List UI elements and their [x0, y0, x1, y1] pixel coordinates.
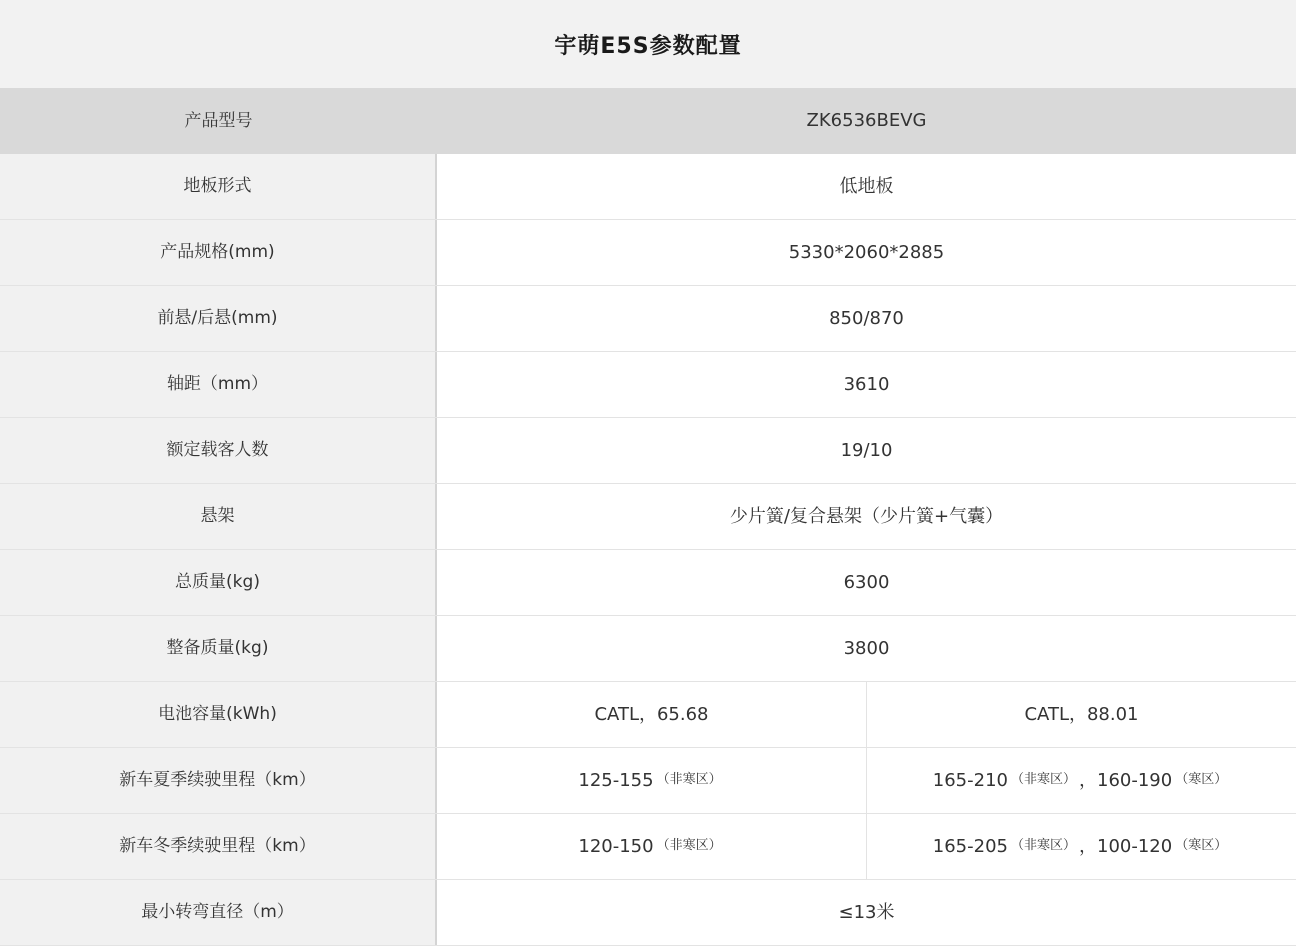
spec-row — [0, 880, 1296, 946]
spec-row — [0, 352, 1296, 418]
spec-value-text: 100-120 — [1097, 835, 1173, 857]
page-title: 宇萌E5S参数配置 — [0, 0, 1296, 88]
spec-value-note: （非寒区） — [1010, 772, 1076, 788]
spec-value-text: 3610 — [843, 373, 890, 395]
spec-value-text: ， — [1079, 835, 1097, 857]
spec-label: 电池容量(kWh) — [0, 682, 437, 747]
spec-row — [0, 550, 1296, 616]
spec-value-text: 低地板 — [839, 175, 894, 197]
spec-label: 整备质量(kg) — [0, 616, 437, 681]
spec-label: 悬架 — [0, 484, 437, 549]
spec-row — [0, 748, 1296, 814]
spec-value-note: （寒区） — [1175, 838, 1228, 854]
spec-row — [0, 220, 1296, 286]
spec-value — [437, 220, 1296, 285]
spec-value-text: ， — [1079, 769, 1097, 791]
spec-label: 轴距（mm） — [0, 352, 437, 417]
spec-value — [867, 748, 1296, 813]
spec-value — [437, 748, 867, 813]
spec-value-text: 125-155 — [578, 769, 654, 791]
spec-row — [0, 814, 1296, 880]
spec-label: 额定载客人数 — [0, 418, 437, 483]
spec-value — [867, 814, 1296, 879]
spec-value — [437, 682, 867, 747]
spec-value-text: 6300 — [843, 571, 890, 593]
spec-table-body — [0, 88, 1296, 946]
spec-value-text: 少片簧/复合悬架（少片簧+气囊） — [729, 505, 1004, 527]
spec-value — [437, 484, 1296, 549]
spec-value — [437, 286, 1296, 351]
spec-value-text: 850/870 — [829, 307, 904, 329]
spec-value-note: （寒区） — [1175, 772, 1228, 788]
spec-label: 前悬/后悬(mm) — [0, 286, 437, 351]
spec-value-text: ZK6536BEVG — [806, 110, 927, 132]
spec-value-text: ≤13米 — [838, 901, 895, 923]
spec-value-text: 165-210 — [932, 769, 1008, 791]
spec-value — [437, 352, 1296, 417]
spec-label: 产品型号 — [184, 110, 253, 131]
spec-value-text: CATL，65.68 — [594, 703, 709, 725]
spec-label: 地板形式 — [0, 154, 437, 219]
spec-row — [0, 88, 1296, 154]
spec-value-note: （非寒区） — [656, 838, 722, 854]
spec-label: 新车夏季续驶里程（km） — [0, 748, 437, 813]
spec-value — [437, 154, 1296, 219]
spec-value — [437, 880, 1296, 945]
spec-row — [0, 154, 1296, 220]
spec-value-text: CATL，88.01 — [1024, 703, 1139, 725]
spec-label: 新车冬季续驶里程（km） — [0, 814, 437, 879]
spec-value — [437, 814, 867, 879]
spec-value-text: 19/10 — [840, 439, 893, 461]
spec-value-text: 3800 — [843, 637, 890, 659]
spec-label: 产品规格(mm) — [0, 220, 437, 285]
spec-row — [0, 286, 1296, 352]
spec-value — [867, 682, 1296, 747]
spec-label: 最小转弯直径（m） — [0, 880, 437, 945]
spec-value-note: （非寒区） — [1010, 838, 1076, 854]
spec-row — [0, 682, 1296, 748]
spec-label: 总质量(kg) — [0, 550, 437, 615]
spec-value-text: 5330*2060*2885 — [788, 241, 945, 263]
spec-value — [437, 550, 1296, 615]
spec-value-note: （非寒区） — [656, 772, 722, 788]
spec-row — [0, 616, 1296, 682]
spec-value — [437, 616, 1296, 681]
spec-value-text: 165-205 — [932, 835, 1008, 857]
spec-row — [0, 484, 1296, 550]
spec-value-text: 120-150 — [578, 835, 654, 857]
spec-value — [437, 418, 1296, 483]
spec-value-text: 160-190 — [1097, 769, 1173, 791]
spec-row — [0, 418, 1296, 484]
spec-value — [437, 88, 1296, 154]
